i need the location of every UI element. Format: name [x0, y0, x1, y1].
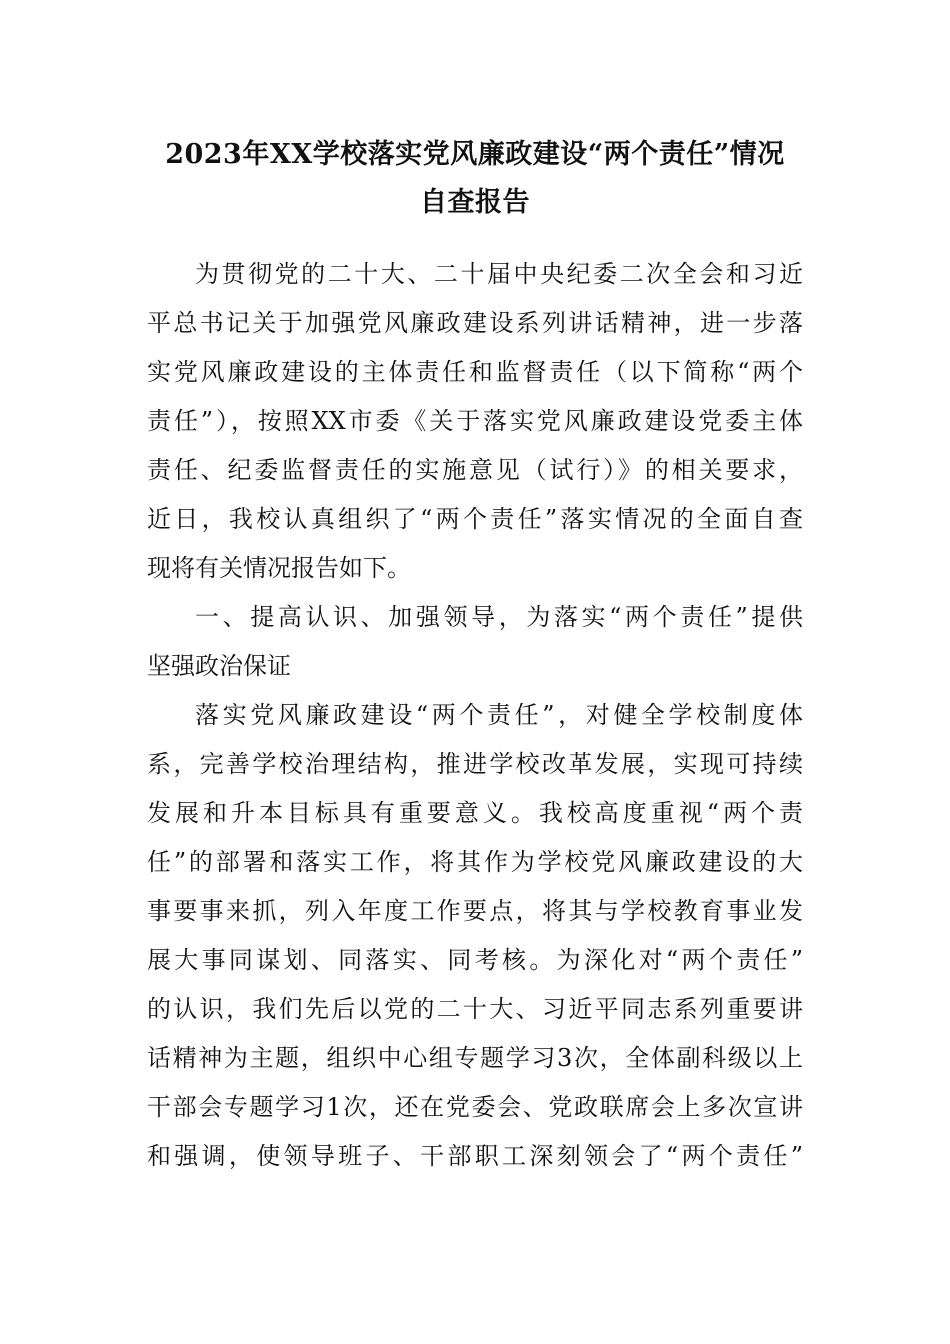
body-line: 任”的部署和落实工作，将其作为学校党风廉政建设的大	[147, 848, 803, 876]
body-line: 和强调，使领导班子、干部职工深刻领会了“两个责任”	[147, 1142, 803, 1170]
body-line: 事要事来抓，列入年度工作要点，将其与学校教育事业发	[147, 897, 803, 925]
body-line: 实党风廉政建设的主体责任和监督责任（以下简称“两个	[147, 358, 803, 386]
body-line: 平总书记关于加强党风廉政建设系列讲话精神，进一步落	[147, 309, 803, 337]
body-line: 系，完善学校治理结构，推进学校改革发展，实现可持续	[147, 750, 803, 778]
document-title-line-2: 自查报告	[420, 187, 530, 218]
body-line: 干部会专题学习1次，还在党委会、党政联席会上多次宣讲	[147, 1093, 803, 1121]
body-line: 的认识，我们先后以党的二十大、习近平同志系列重要讲	[147, 995, 803, 1023]
body-line: 近日，我校认真组织了“两个责任”落实情况的全面自查	[147, 505, 803, 533]
body-line: 落实党风廉政建设“两个责任”，对健全学校制度体	[195, 701, 803, 729]
body-line: 话精神为主题，组织中心组专题学习3次，全体副科级以上	[147, 1044, 803, 1072]
body-line: 为贯彻党的二十大、二十届中央纪委二次全会和习近	[195, 260, 803, 288]
body-line: 发展和升本目标具有重要意义。我校高度重视“两个责	[147, 799, 803, 827]
body-line: 责任、纪委监督责任的实施意见（试行）》的相关要求，	[147, 456, 803, 484]
body-line: 责任”），按照XX市委《关于落实党风廉政建设党委主体	[147, 407, 803, 435]
section-heading-line: 坚强政治保证	[147, 652, 291, 680]
body-line: 展大事同谋划、同落实、同考核。为深化对“两个责任”	[147, 946, 803, 974]
section-heading-line: 一、提高认识、加强领导，为落实“两个责任”提供	[195, 603, 803, 631]
body-line: 现将有关情况报告如下。	[147, 554, 411, 582]
document-title-line-1: 2023年XX学校落实党风廉政建设“两个责任”情况	[165, 139, 785, 170]
